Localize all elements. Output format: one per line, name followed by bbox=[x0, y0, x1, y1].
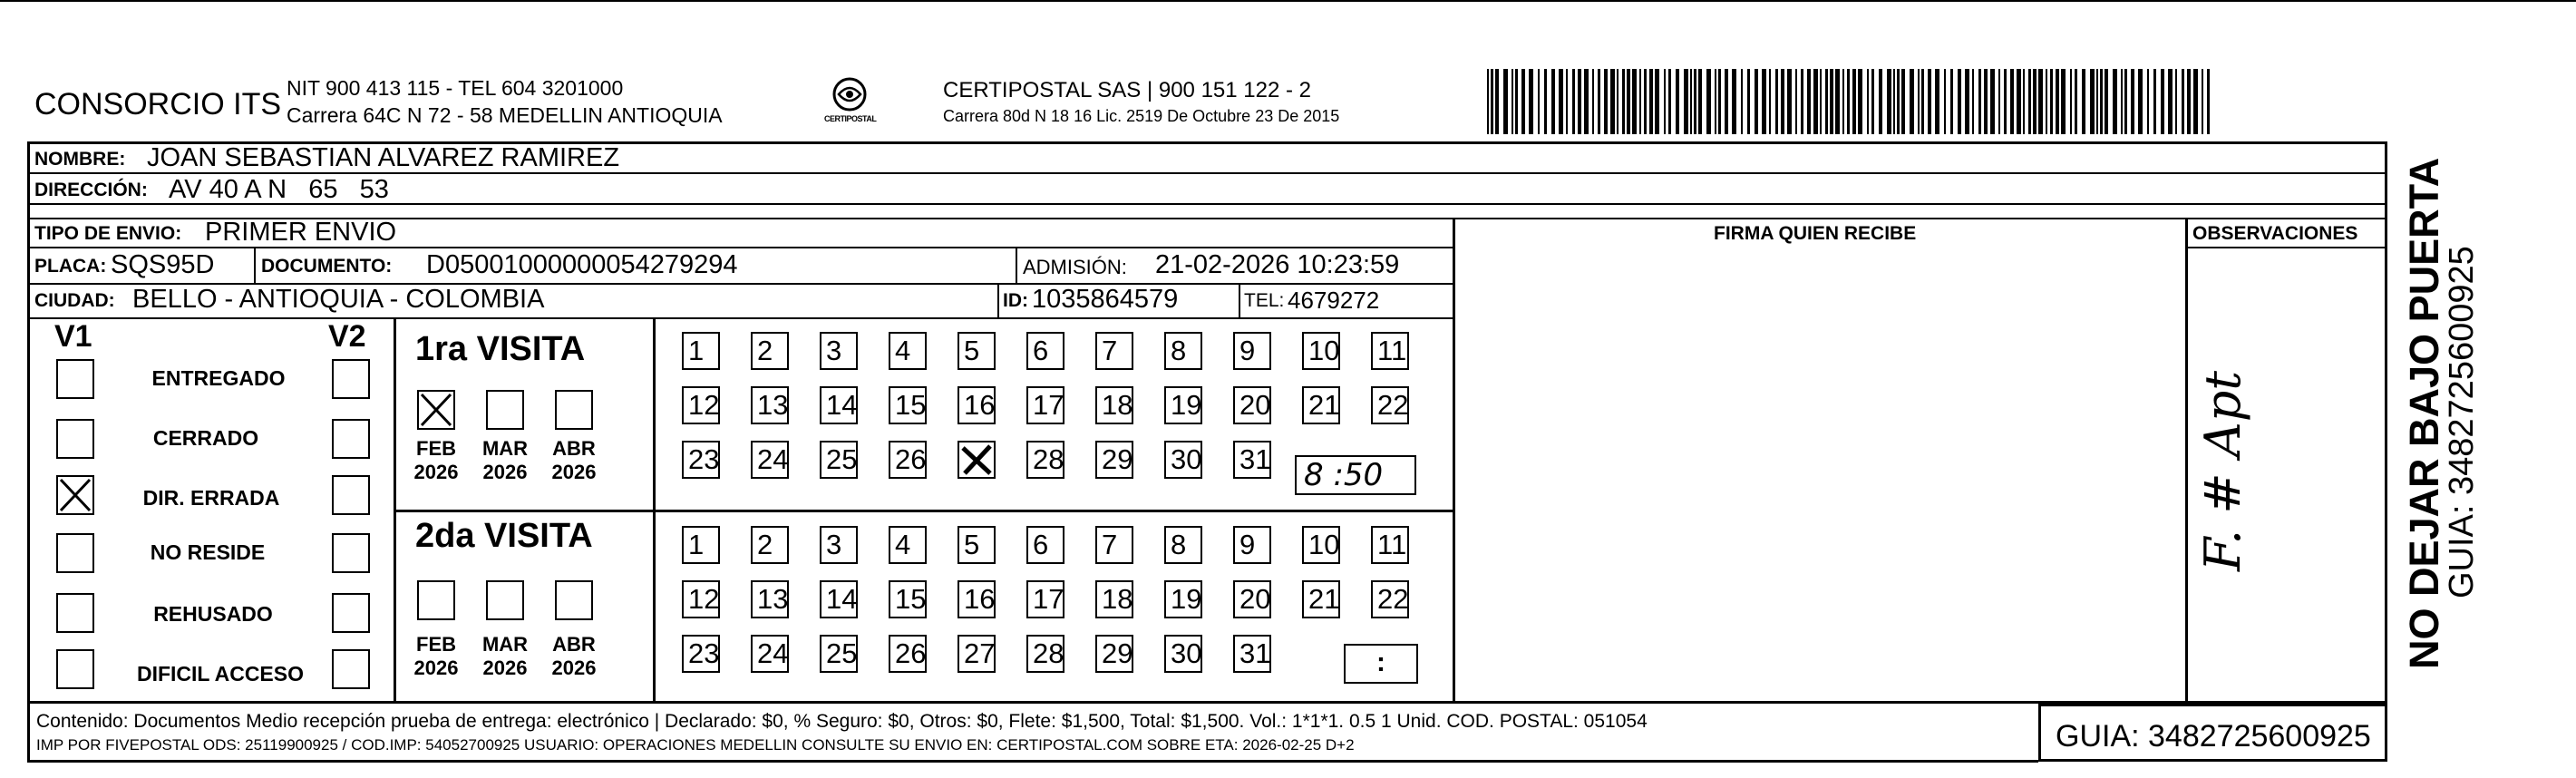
first-visit-day-16[interactable]: 16 bbox=[957, 386, 996, 424]
second-visit-day-22[interactable]: 22 bbox=[1371, 580, 1409, 618]
first-visit-day-14[interactable]: 14 bbox=[820, 386, 858, 424]
second-visit-day-20[interactable]: 20 bbox=[1233, 580, 1271, 618]
second-visit-day-18[interactable]: 18 bbox=[1095, 580, 1133, 618]
handwritten-observation: F. # Apt bbox=[2194, 370, 2251, 571]
second-visit-day-24[interactable]: 24 bbox=[751, 635, 789, 673]
second-visit-day-13[interactable]: 13 bbox=[751, 580, 789, 618]
status-dir-errada: DIR. ERRADA bbox=[142, 486, 280, 510]
first-visit-day-19[interactable]: 19 bbox=[1164, 386, 1202, 424]
v2-cerrado-checkbox[interactable] bbox=[332, 419, 370, 459]
first-visit-day-11[interactable]: 11 bbox=[1371, 332, 1409, 370]
second-visit-day-16[interactable]: 16 bbox=[957, 580, 996, 618]
second-visit-day-17[interactable]: 17 bbox=[1026, 580, 1064, 618]
tel-label: TEL: bbox=[1244, 290, 1285, 311]
v1-cerrado-checkbox[interactable] bbox=[56, 419, 94, 459]
first-visit-day-17[interactable]: 17 bbox=[1026, 386, 1064, 424]
first-visit-day-4[interactable]: 4 bbox=[889, 332, 927, 370]
second-visit-day-2[interactable]: 2 bbox=[751, 526, 789, 564]
second-visit-mar-checkbox[interactable] bbox=[486, 580, 524, 620]
first-visit-day-30[interactable]: 30 bbox=[1164, 441, 1202, 479]
firma-label: FIRMA QUIEN RECIBE bbox=[1714, 223, 1917, 244]
second-visit-day-26[interactable]: 26 bbox=[889, 635, 927, 673]
first-visit-month-feb: FEB 2026 bbox=[413, 437, 459, 483]
first-visit-day-20[interactable]: 20 bbox=[1233, 386, 1271, 424]
first-visit-month-mar: MAR 2026 bbox=[481, 437, 529, 483]
second-visit-feb-checkbox[interactable] bbox=[417, 580, 455, 620]
status-cerrado: CERRADO bbox=[152, 426, 259, 450]
status-dificil-acceso: DIFICIL ACCESO bbox=[136, 662, 304, 686]
first-visit-day-8[interactable]: 8 bbox=[1164, 332, 1202, 370]
first-visit-day-24[interactable]: 24 bbox=[751, 441, 789, 479]
placa-value: SQS95D bbox=[111, 250, 215, 279]
first-visit-day-25[interactable]: 25 bbox=[820, 441, 858, 479]
second-visit-day-4[interactable]: 4 bbox=[889, 526, 927, 564]
v2-entregado-checkbox[interactable] bbox=[332, 359, 370, 399]
v2-label: V2 bbox=[328, 319, 366, 354]
footer-guia: GUIA: 3482725600925 bbox=[2056, 719, 2371, 754]
second-visit-day-23[interactable]: 23 bbox=[682, 635, 720, 673]
first-visit-day-7[interactable]: 7 bbox=[1095, 332, 1133, 370]
second-visit-day-14[interactable]: 14 bbox=[820, 580, 858, 618]
first-visit-day-3[interactable]: 3 bbox=[820, 332, 858, 370]
second-visit-day-31[interactable]: 31 bbox=[1233, 635, 1271, 673]
second-visit-day-19[interactable]: 19 bbox=[1164, 580, 1202, 618]
first-visit-day-21[interactable]: 21 bbox=[1302, 386, 1340, 424]
first-visit-day-27[interactable] bbox=[957, 441, 996, 479]
second-visit-day-27[interactable]: 27 bbox=[957, 635, 996, 673]
status-rehusado: REHUSADO bbox=[153, 602, 273, 626]
second-visit-day-5[interactable]: 5 bbox=[957, 526, 996, 564]
second-visit-day-3[interactable]: 3 bbox=[820, 526, 858, 564]
admision-value: 21-02-2026 10:23:59 bbox=[1155, 250, 1400, 279]
v2-no-reside-checkbox[interactable] bbox=[332, 533, 370, 573]
second-visit-month-abr: ABR 2026 bbox=[551, 633, 597, 679]
v1-label: V1 bbox=[54, 319, 92, 354]
status-no-reside: NO RESIDE bbox=[150, 540, 266, 564]
first-visit-day-28[interactable]: 28 bbox=[1026, 441, 1064, 479]
first-visit-day-2[interactable]: 2 bbox=[751, 332, 789, 370]
second-visit-day-21[interactable]: 21 bbox=[1302, 580, 1340, 618]
v1-entregado-checkbox[interactable] bbox=[56, 359, 94, 399]
second-visit-day-10[interactable]: 10 bbox=[1302, 526, 1340, 564]
first-visit-day-1[interactable]: 1 bbox=[682, 332, 720, 370]
first-visit-time-box[interactable] bbox=[1295, 455, 1416, 495]
first-visit-feb-checkbox[interactable] bbox=[417, 390, 455, 430]
second-visit-time-box[interactable] bbox=[1344, 644, 1418, 684]
second-visit-day-6[interactable]: 6 bbox=[1026, 526, 1064, 564]
tipo-envio-label: TIPO DE ENVIO: bbox=[34, 223, 182, 244]
second-visit-title: 2da VISITA bbox=[415, 517, 593, 555]
documento-label: DOCUMENTO: bbox=[261, 256, 393, 277]
first-visit-day-6[interactable]: 6 bbox=[1026, 332, 1064, 370]
id-label: ID: bbox=[1003, 290, 1028, 311]
v1-dir-errada-checkbox[interactable] bbox=[56, 475, 94, 515]
second-visit-day-8[interactable]: 8 bbox=[1164, 526, 1202, 564]
v2-dir-errada-checkbox[interactable] bbox=[332, 475, 370, 515]
first-visit-day-15[interactable]: 15 bbox=[889, 386, 927, 424]
nombre-label: NOMBRE: bbox=[34, 149, 126, 170]
v1-dificil-acceso-checkbox[interactable] bbox=[56, 649, 94, 689]
first-visit-day-22[interactable]: 22 bbox=[1371, 386, 1409, 424]
v2-rehusado-checkbox[interactable] bbox=[332, 593, 370, 633]
second-visit-day-9[interactable]: 9 bbox=[1233, 526, 1271, 564]
first-visit-day-18[interactable]: 18 bbox=[1095, 386, 1133, 424]
footer-impresion: IMP POR FIVEPOSTAL ODS: 25119900925 / COD.IMP: 54052700925 USUARIO: OPERACIONES MEDELLIN CONSULTE SU ENVIO EN: CERTIPOSTAL.COM SOBRE ETA: 2026-02-25 D+2 bbox=[36, 736, 1355, 754]
footer-guia-box bbox=[2038, 704, 2387, 762]
second-visit-day-1[interactable]: 1 bbox=[682, 526, 720, 564]
direccion-label: DIRECCIÓN: bbox=[34, 180, 148, 200]
first-visit-mar-checkbox[interactable] bbox=[486, 390, 524, 430]
barcode bbox=[1487, 69, 2212, 134]
company-nit: NIT 900 413 115 - TEL 604 3201000 bbox=[287, 76, 624, 100]
ciudad-label: CIUDAD: bbox=[34, 290, 115, 311]
first-visit-day-5[interactable]: 5 bbox=[957, 332, 996, 370]
signature-area[interactable] bbox=[1456, 248, 2185, 702]
second-visit-day-11[interactable]: 11 bbox=[1371, 526, 1409, 564]
first-visit-day-31[interactable]: 31 bbox=[1233, 441, 1271, 479]
status-entregado: ENTREGADO bbox=[151, 366, 286, 390]
second-visit-day-12[interactable]: 12 bbox=[682, 580, 720, 618]
first-visit-month-abr: ABR 2026 bbox=[551, 437, 597, 483]
first-visit-day-10[interactable]: 10 bbox=[1302, 332, 1340, 370]
v1-no-reside-checkbox[interactable] bbox=[56, 533, 94, 573]
placa-label: PLACA: bbox=[34, 256, 107, 277]
tipo-envio-value: PRIMER ENVIO bbox=[205, 218, 397, 247]
v1-rehusado-checkbox[interactable] bbox=[56, 593, 94, 633]
certipostal-info: CERTIPOSTAL SAS | 900 151 122 - 2 bbox=[943, 78, 1311, 102]
side-guia: GUIA: 3482725600925 bbox=[2443, 246, 2481, 598]
first-visit-day-29[interactable]: 29 bbox=[1095, 441, 1133, 479]
first-visit-time: 8 :50 bbox=[1304, 457, 1384, 493]
first-visit-day-13[interactable]: 13 bbox=[751, 386, 789, 424]
second-visit-day-28[interactable]: 28 bbox=[1026, 635, 1064, 673]
company-name: CONSORCIO ITS bbox=[34, 87, 282, 122]
id-value: 1035864579 bbox=[1032, 285, 1179, 314]
second-visit-day-25[interactable]: 25 bbox=[820, 635, 858, 673]
tel-value: 4679272 bbox=[1288, 287, 1380, 314]
certipostal-address: Carrera 80d N 18 16 Lic. 2519 De Octubre 23 De 2015 bbox=[943, 107, 1340, 125]
v2-dificil-acceso-checkbox[interactable] bbox=[332, 649, 370, 689]
first-visit-day-23[interactable]: 23 bbox=[682, 441, 720, 479]
first-visit-day-26[interactable]: 26 bbox=[889, 441, 927, 479]
documento-value: D05001000000054279294 bbox=[426, 250, 738, 279]
observaciones-label: OBSERVACIONES bbox=[2192, 223, 2358, 244]
second-visit-day-7[interactable]: 7 bbox=[1095, 526, 1133, 564]
second-visit-day-15[interactable]: 15 bbox=[889, 580, 927, 618]
first-visit-abr-checkbox[interactable] bbox=[555, 390, 593, 430]
nombre-value: JOAN SEBASTIAN ALVAREZ RAMIREZ bbox=[147, 143, 620, 172]
second-visit-month-feb: FEB 2026 bbox=[413, 633, 459, 679]
second-visit-abr-checkbox[interactable] bbox=[555, 580, 593, 620]
side-notice: NO DEJAR BAJO PUERTA bbox=[2401, 157, 2447, 669]
company-address: Carrera 64C N 72 - 58 MEDELLIN ANTIOQUIA bbox=[287, 103, 723, 127]
first-visit-day-12[interactable]: 12 bbox=[682, 386, 720, 424]
second-visit-day-30[interactable]: 30 bbox=[1164, 635, 1202, 673]
certipostal-logo bbox=[821, 73, 879, 131]
direccion-value: AV 40 A N 65 53 bbox=[169, 175, 389, 204]
footer-contenido: Contenido: Documentos Medio recepción prueba de entrega: electrónico | Declarado: $0, % Seguro: $0, Otros: $0, Flete: $1,500, Total: $1,500. Vol.: 1*1*1. 0.5 1 Unid. COD. POSTAL: 051054 bbox=[36, 711, 1648, 732]
logo-text: CERTIPOSTAL bbox=[824, 114, 877, 123]
second-visit-month-mar: MAR 2026 bbox=[481, 633, 529, 679]
second-visit-day-29[interactable]: 29 bbox=[1095, 635, 1133, 673]
first-visit-title: 1ra VISITA bbox=[415, 330, 586, 368]
ciudad-value: BELLO - ANTIOQUIA - COLOMBIA bbox=[132, 285, 545, 314]
second-visit-time: : bbox=[1376, 647, 1385, 677]
admision-label: ADMISIÓN: bbox=[1023, 256, 1127, 278]
first-visit-day-9[interactable]: 9 bbox=[1233, 332, 1271, 370]
